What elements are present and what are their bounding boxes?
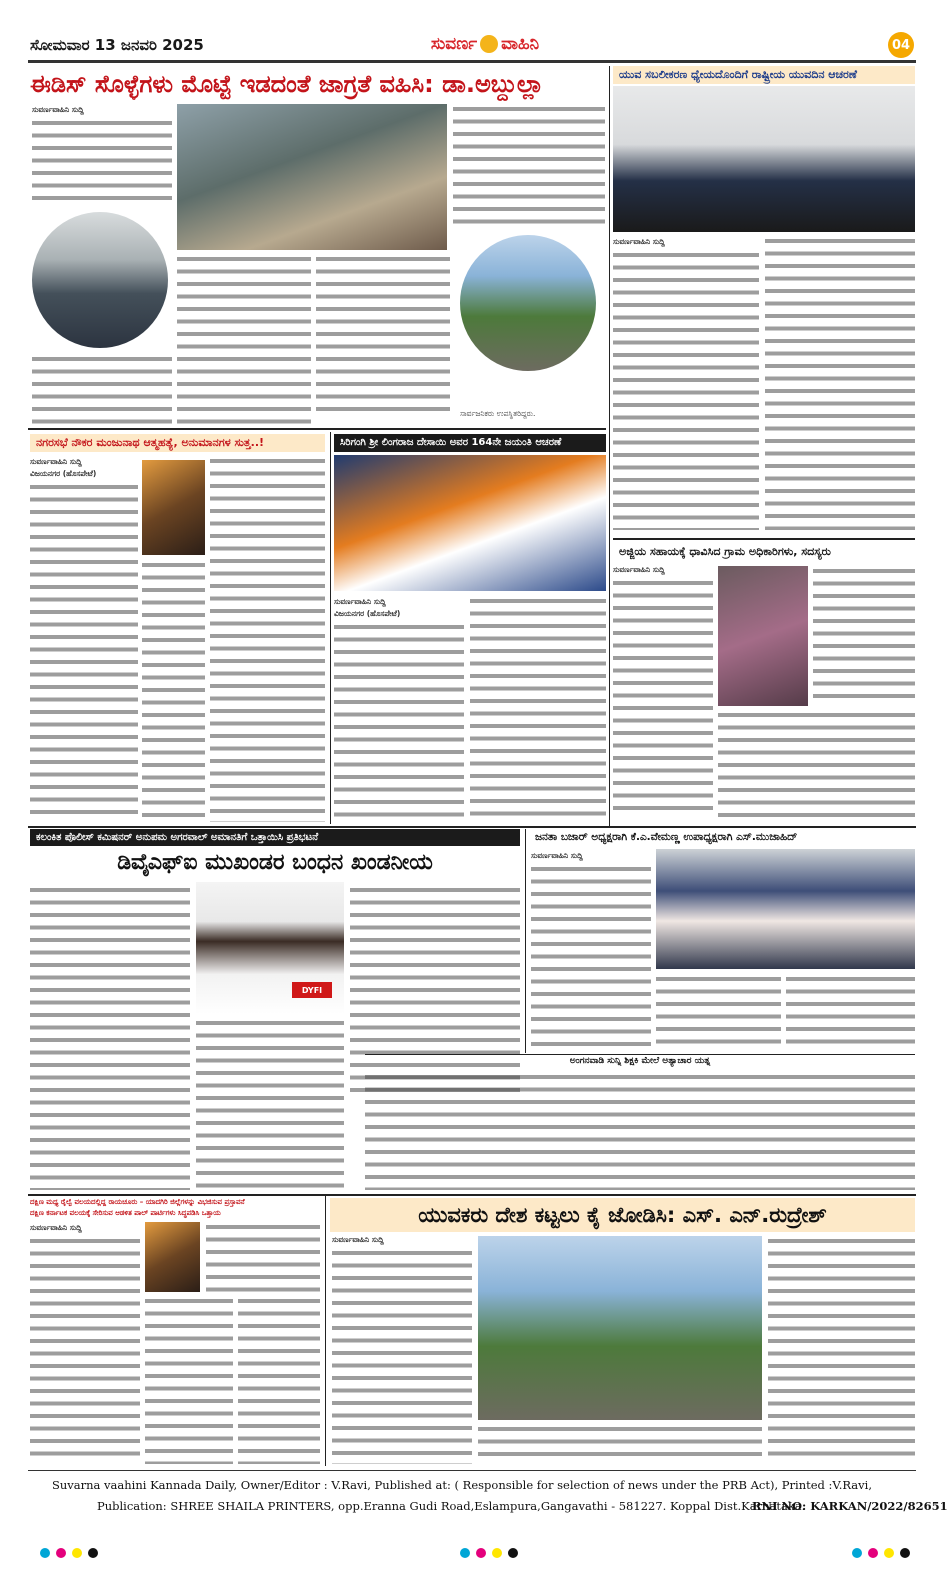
magenta-registration-mark bbox=[56, 1548, 66, 1558]
janata-photo bbox=[656, 849, 915, 969]
section-rule bbox=[28, 826, 916, 828]
nation-lead: ಸುವರ್ಣವಾಹಿನಿ ಸುದ್ದಿ bbox=[332, 1235, 384, 1244]
nation-photo bbox=[478, 1236, 762, 1420]
dengue-photo-circle-left bbox=[30, 210, 170, 350]
logo-text-suvarna: ಸುವರ್ಣ bbox=[430, 34, 478, 54]
black-registration-mark bbox=[508, 1548, 518, 1558]
railway-kicker-2: ದಕ್ಷಿಣ ಕರ್ನಾಟಕ ವಲಯಕ್ಕೆ ಸೇರಿಸುವ ಆಡಳಿತ ಪಾಲ್ ಪಾರ್ಟಿಗಳು ಸಿದ್ಧಪಡಿಸಿ ಒತ್ತಾಯ bbox=[30, 1209, 221, 1217]
janata-headline: ಜನತಾ ಬಜಾರ್ ಅಧ್ಯಕ್ಷರಾಗಿ ಕೆ.ಎ.ವೇಮಣ್ಣ ಉಪಾಧ್ಯಕ್ಷರಾಗಿ ಎಸ್.ಮುಜಾಹಿದ್ bbox=[529, 829, 915, 846]
newspaper-logo bbox=[395, 30, 575, 58]
cyan-registration-mark bbox=[852, 1548, 862, 1558]
column-rule bbox=[325, 1196, 326, 1466]
atrocity-headline: ಅಂಗನವಾಡಿ ಸುನ್ನಿ ಶಿಕ್ಷಕಿ ಮೇಲೆ ಅತ್ಯಾಚಾರ ಯತ್ನ bbox=[569, 1056, 711, 1066]
dengue-text-col1b bbox=[32, 354, 172, 424]
jayanti-photo bbox=[334, 455, 606, 591]
youth-day-lead: ಸುವರ್ಣವಾಹಿನಿ ಸುದ್ದಿ bbox=[613, 237, 665, 246]
yellow-registration-mark bbox=[884, 1548, 894, 1558]
nation-text-col3 bbox=[768, 1236, 915, 1464]
cyan-registration-mark bbox=[40, 1548, 50, 1558]
jayanti-text-col1 bbox=[334, 622, 464, 822]
janata-text-col3 bbox=[786, 974, 915, 1052]
masthead-rule bbox=[28, 60, 916, 63]
railway-portrait bbox=[145, 1222, 200, 1292]
dyfi-headline: ಡಿವೈಎಫ್ಐ ಮುಖಂಡರ ಬಂಧನ ಖಂಡನೀಯ bbox=[117, 850, 433, 875]
dengue-headline: ಈಡಿಸ್ ಸೊಳ್ಳೆಗಳು ಮೊಟ್ಟೆ ಇಡದಂತೆ ಜಾಗ್ರತೆ ವಹಿಸಿ: ಡಾ.ಅಬ್ದುಲ್ಲಾ bbox=[30, 70, 544, 98]
dengue-text-col2b bbox=[316, 254, 450, 414]
railway-lead: ಸುವರ್ಣವಾಹಿನಿ ಸುದ್ದಿ bbox=[30, 1223, 82, 1232]
imprint-line-2: Publication: SHREE SHAILA PRINTERS, opp.Eranna Gudi Road,Eslampura,Gangavathi - 581227. Koppal Dist.Karnataka. bbox=[97, 1499, 806, 1513]
section-rule bbox=[28, 1194, 916, 1196]
railway-kicker: ದಕ್ಷಿಣ ಮಧ್ಯ ರೈಲ್ವೆ ವಲಯದಲ್ಲಿದ್ದ ರಾಯಚೂರು – ಯಾದಗಿರಿ ಜಿಲ್ಲೆಗಳನ್ನು ವಿಭಜಿಸುವ ಪ್ರಸ್ತಾವನೆ bbox=[30, 1198, 245, 1206]
imprint-rni: RNI NO: KARKAN/2022/82651 bbox=[752, 1499, 948, 1513]
yellow-registration-mark bbox=[492, 1548, 502, 1558]
janata-text-col2 bbox=[656, 974, 781, 1052]
section-rule bbox=[28, 428, 606, 430]
staff-text-col2 bbox=[142, 560, 205, 822]
staff-text-col3 bbox=[210, 456, 325, 822]
staff-lead: ಸುವರ್ಣವಾಹಿನಿ ಸುದ್ದಿ bbox=[30, 457, 82, 466]
magenta-registration-mark bbox=[868, 1548, 878, 1558]
railway-text-col2 bbox=[145, 1296, 233, 1464]
dengue-lead: ಸುವರ್ಣವಾಹಿನಿ ಸುದ್ದಿ bbox=[32, 105, 84, 114]
elderly-text-col3 bbox=[718, 710, 915, 820]
jayanti-dateline: ವಿಜಯನಗರ (ಹೊಸಪೇಟೆ) bbox=[334, 609, 401, 618]
elderly-headline: ಅಜ್ಜಿಯ ಸಹಾಯಕ್ಕೆ ಧಾವಿಸಿದ ಗ್ರಾಮ ಅಧಿಕಾರಿಗಳು, ಸದಸ್ಯರು bbox=[613, 543, 915, 561]
janata-lead: ಸುವರ್ಣವಾಹಿನಿ ಸುದ್ದಿ bbox=[531, 851, 583, 860]
youth-day-photo bbox=[613, 86, 915, 232]
section-rule bbox=[365, 1054, 915, 1055]
dengue-closing-line: ಸಾರ್ವಜನಿಕರು ಉಪಸ್ಥಿತರಿದ್ದರು. bbox=[460, 409, 536, 418]
nation-text-col1 bbox=[332, 1248, 472, 1464]
dengue-text-col2a bbox=[177, 254, 311, 424]
column-rule bbox=[330, 432, 331, 824]
youth-day-text-col2 bbox=[765, 236, 915, 530]
youth-day-headline: ಯುವ ಸಬಲೀಕರಣ ಧ್ಯೇಯದೊಂದಿಗೆ ರಾಷ್ಟ್ರೀಯ ಯುವದಿನ ಆಚರಣೆ bbox=[613, 66, 915, 84]
staff-portrait bbox=[142, 460, 205, 555]
railway-text-col3b bbox=[238, 1296, 320, 1464]
column-rule bbox=[609, 66, 610, 826]
dyfi-portrait bbox=[196, 882, 344, 1014]
jayanti-lead: ಸುವರ್ಣವಾಹಿನಿ ಸುದ್ದಿ bbox=[334, 597, 386, 606]
logo-text-vahini: ವಾಹಿನಿ bbox=[501, 34, 540, 54]
black-registration-mark bbox=[900, 1548, 910, 1558]
nation-text-col2 bbox=[478, 1424, 762, 1464]
cyan-registration-mark bbox=[460, 1548, 470, 1558]
staff-text-col1 bbox=[30, 482, 138, 822]
imprint-line-1: Suvarna vaahini Kannada Daily, Owner/Editor : V.Ravi, Published at: ( Responsible for selection of news under the PRB Act), Printed :V.Ravi, bbox=[52, 1478, 872, 1492]
railway-text-col1 bbox=[30, 1236, 140, 1464]
dyfi-text-col1 bbox=[30, 885, 190, 1190]
dengue-text-col3 bbox=[453, 104, 605, 232]
elderly-text-col1 bbox=[613, 578, 713, 818]
elderly-text-col2 bbox=[813, 566, 915, 706]
column-rule bbox=[525, 829, 526, 1053]
dyfi-kicker: ಕಲಂಕಿತ ಪೊಲೀಸ್ ಕಮಿಷನರ್ ಅನುಪಮ ಅಗರವಾಲ್ ಅಮಾನತಿಗೆ ಒತ್ತಾಯಿಸಿ ಪ್ರತಿಭಟನೆ bbox=[30, 829, 520, 846]
nation-headline: ಯುವಕರು ದೇಶ ಕಟ್ಟಲು ಕೈ ಜೋಡಿಸಿ: ಎಸ್. ಎನ್.ರುದ್ರೇಶ್ bbox=[330, 1198, 915, 1232]
youth-day-text-col1 bbox=[613, 250, 759, 530]
dengue-photo-circle-right bbox=[458, 233, 598, 373]
footer-rule bbox=[28, 1470, 916, 1471]
dyfi-shirt-badge: DYFI bbox=[292, 982, 332, 998]
yellow-registration-mark bbox=[72, 1548, 82, 1558]
atrocity-text bbox=[365, 1072, 915, 1190]
black-registration-mark bbox=[88, 1548, 98, 1558]
dengue-text-col1 bbox=[32, 118, 172, 206]
elderly-photo bbox=[718, 566, 808, 706]
issue-date: ಸೋಮವಾರ 13 ಜನವರಿ 2025 bbox=[30, 36, 204, 54]
railway-text-col3a bbox=[206, 1222, 320, 1292]
section-rule bbox=[613, 538, 915, 540]
elderly-lead: ಸುವರ್ಣವಾಹಿನಿ ಸುದ್ದಿ bbox=[613, 565, 665, 574]
jayanti-headline: ಸಿರಿಗಂಗಿ ಶ್ರೀ ಲಿಂಗರಾಜ ದೇಸಾಯಿ ಅವರ 164ನೇ ಜಯಂತಿ ಆಚರಣೆ bbox=[334, 434, 606, 452]
janata-text-col1 bbox=[531, 864, 651, 1052]
sun-logo-icon bbox=[480, 35, 498, 53]
jayanti-text-col2 bbox=[470, 596, 606, 822]
page-number: 04 bbox=[888, 32, 914, 58]
staff-headline: ನಗರಸಭೆ ನೌಕರ ಮಂಜುನಾಥ ಆತ್ಮಹತ್ಯೆ, ಅನುಮಾನಗಳ ಸುತ್ತ..! bbox=[30, 434, 325, 452]
dengue-photo-main bbox=[177, 104, 447, 250]
staff-dateline: ವಿಜಯನಗರ (ಹೊಸಪೇಟೆ) bbox=[30, 469, 97, 478]
magenta-registration-mark bbox=[476, 1548, 486, 1558]
dyfi-text-col2 bbox=[196, 1018, 344, 1190]
